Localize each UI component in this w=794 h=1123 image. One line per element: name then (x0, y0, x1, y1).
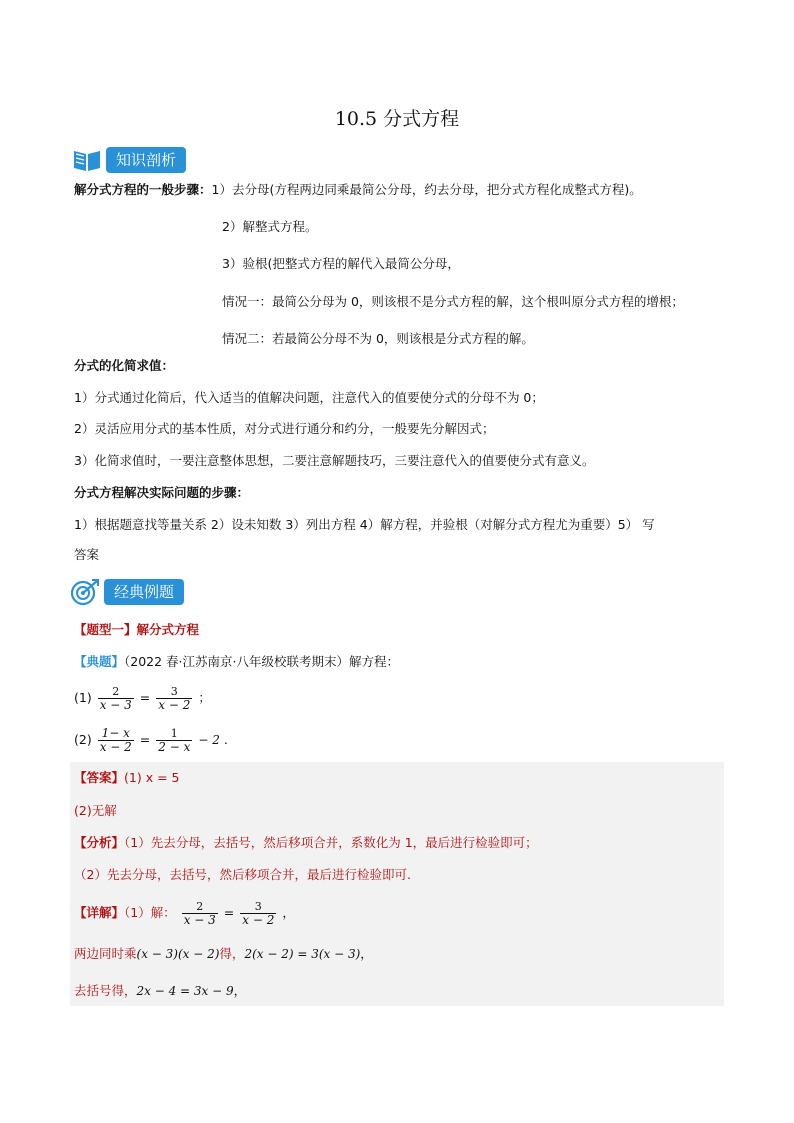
numerator: 2 (98, 685, 134, 699)
numerator: 1 (156, 727, 192, 741)
simplify-1: 1）分式通过化简后，代入适当的值解决问题，注意代入的值要使分式的分母不为 0； (74, 390, 544, 405)
analysis-2: （2）先去分母，去括号，然后移项合并，最后进行检验即可. (74, 867, 411, 882)
detail-2-text: 两边同时乘 (74, 946, 137, 961)
case-1: 情况一：最简公分母为 0，则该根不是分式方程的解，这个根叫原分式方程的增根； (222, 294, 684, 309)
fraction (156, 685, 192, 712)
example-tag: 【典题】 (74, 654, 125, 669)
simplify-2: 2）灵活应用分式的基本性质，对分式进行通分和约分，一般要先分解因式； (74, 421, 495, 436)
numerator: 3 (240, 900, 276, 914)
target-icon (70, 578, 100, 606)
detail-line-3 (74, 981, 246, 1001)
equation-tail: − 2 (198, 733, 220, 747)
denominator: x − 3 (183, 913, 216, 927)
punctuation: ， (282, 905, 295, 920)
step-2: 2）解整式方程。 (222, 219, 318, 234)
numerator: 3 (156, 685, 192, 699)
detail-2-end: ， (360, 946, 373, 961)
analysis-1: （1）先去分母，去括号，然后移项合并，系数化为 1，最后进行检验即可； (124, 835, 538, 850)
step-3: 3）验根(把整式方程的解代入最简公分母， (222, 256, 460, 271)
denominator: 2 − x (158, 740, 191, 754)
denominator: x − 2 (99, 740, 132, 754)
detail-tag: 【详解】 (74, 905, 125, 920)
fraction (98, 685, 134, 712)
example-line (74, 652, 399, 672)
fraction (240, 900, 276, 927)
denominator: x − 2 (158, 698, 191, 712)
application-1: 1）根据题意找等量关系 2）设未知数 3）列出方程 4）解方程，并验根（对解分式方程尤为重要）5） 写 (74, 517, 655, 532)
analysis-line-1 (74, 833, 538, 853)
detail-3-math: 2x − 4 = 3x − 9 (136, 984, 234, 998)
answer-2: (2)无解 (74, 803, 117, 818)
detail-2-math-2: 2(x − 2) = 3(x − 3) (244, 947, 361, 961)
book-icon (72, 146, 102, 174)
equals-sign: = (139, 732, 151, 747)
detail-2-mid: 得， (219, 946, 245, 961)
simplify-heading: 分式的化简求值： (74, 358, 175, 373)
simplify-3: 3）化简求值时，一要注意整体思想，二要注意解题技巧，三要注意代入的值要使分式有意义。 (74, 453, 595, 468)
numerator: 1− x (98, 727, 134, 741)
numerator: 2 (182, 900, 218, 914)
steps-line-1 (74, 180, 642, 200)
fraction (98, 727, 134, 754)
analysis-tag: 【分析】 (74, 835, 125, 850)
application-2: 答案 (74, 547, 100, 562)
eq-label: (1) (74, 690, 92, 705)
detail-1: （1）解： (124, 905, 176, 920)
section-banner-label: 经典例题 (104, 579, 184, 605)
fraction (156, 727, 192, 754)
section-banner-examples (70, 578, 184, 606)
type-heading: 【题型一】解分式方程 (74, 622, 200, 637)
page-title: 10.5 分式方程 (334, 108, 460, 130)
steps-heading: 解分式方程的一般步骤： (74, 182, 212, 197)
detail-2-math-1: (x − 3)(x − 2) (136, 947, 220, 961)
case-2: 情况二：若最简公分母不为 0，则该根是分式方程的解。 (222, 331, 534, 346)
eq-label: (2) (74, 732, 92, 747)
detail-line-1 (74, 898, 295, 928)
equals-sign: = (223, 905, 235, 920)
section-banner-knowledge (72, 146, 186, 174)
example-text: （2022 春·江苏南京·八年级校联考期末）解方程： (124, 654, 399, 669)
answer-tag: 【答案】 (74, 770, 125, 785)
answer-line-1 (74, 768, 179, 788)
detail-3-text: 去括号得， (74, 983, 137, 998)
application-heading: 分式方程解决实际问题的步骤： (74, 485, 250, 500)
detail-line-2 (74, 944, 373, 964)
section-banner-label: 知识剖析 (106, 147, 186, 173)
denominator: x − 3 (99, 698, 132, 712)
punctuation: . (223, 732, 228, 747)
punctuation: ； (198, 690, 211, 705)
denominator: x − 2 (242, 913, 275, 927)
answer-1: (1) x = 5 (124, 770, 180, 785)
fraction (182, 900, 218, 927)
step-1: 1）去分母(方程两边同乘最简公分母，约去分母，把分式方程化成整式方程)。 (211, 182, 642, 197)
equals-sign: = (139, 690, 151, 705)
equation-1 (74, 683, 211, 713)
equation-2 (74, 725, 228, 755)
detail-3-end: ， (233, 983, 247, 998)
